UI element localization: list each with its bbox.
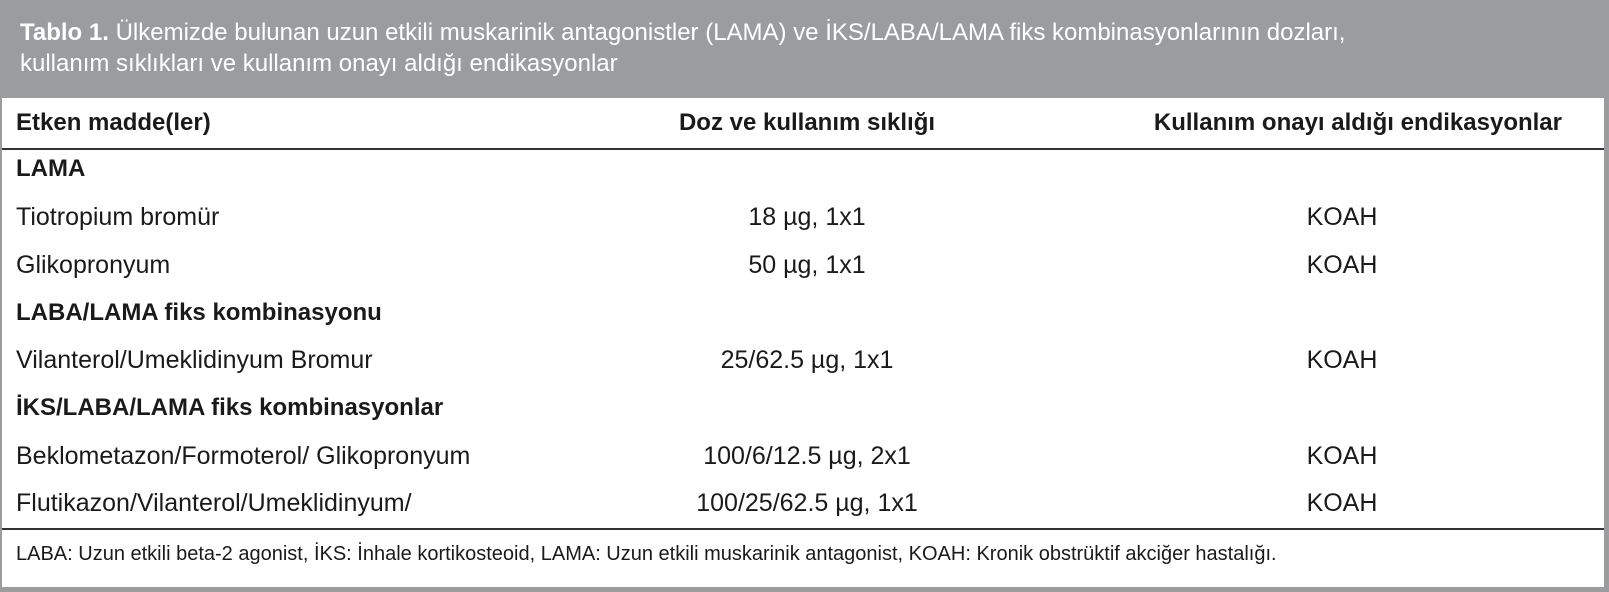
- table-header-row: [2, 98, 1604, 150]
- drug-dose: 18 µg, 1x1: [748, 203, 866, 231]
- drug-dose: 100/6/12.5 µg, 2x1: [703, 442, 911, 470]
- group-label: LABA/LAMA fiks kombinasyonu: [16, 299, 382, 326]
- header-active-ingredients: Etken madde(ler): [16, 109, 211, 136]
- table-row: [2, 432, 1604, 480]
- header-indications: Kullanım onayı aldığı endikasyonlar: [1153, 109, 1562, 136]
- group-row-iks-laba-lama: [2, 384, 1604, 432]
- header-dose-frequency: Doz ve kullanım sıklığı: [678, 109, 936, 136]
- table-row: [2, 193, 1604, 241]
- group-row-lama: [2, 145, 1604, 193]
- caption-text-line2: kullanım sıklıkları ve kullanım onayı aldığı endikasyonlar: [20, 50, 618, 77]
- group-row-laba-lama: [2, 289, 1604, 337]
- table-row: [2, 479, 1604, 527]
- group-label: LAMA: [16, 155, 86, 182]
- drug-name: Tiotropium bromür: [16, 203, 220, 231]
- group-label: İKS/LABA/LAMA fiks kombinasyonlar: [16, 394, 444, 421]
- table-row: [2, 241, 1604, 289]
- drug-indication: KOAH: [1306, 251, 1378, 279]
- table-footnote: LABA: Uzun etkili beta-2 agonist, İKS: İnhale kortikosteoid, LAMA: Uzun etkili muskarinik antagonist, KOAH: Kronik obstrüktif akciğer hastalığı.: [2, 528, 1604, 587]
- drug-name: Glikopronyum: [16, 251, 171, 279]
- drug-dose: 100/25/62.5 µg, 1x1: [696, 489, 918, 517]
- drug-name: Vilanterol/Umeklidinyum Bromur: [16, 346, 373, 374]
- table-row: [2, 336, 1604, 384]
- drug-dose: 25/62.5 µg, 1x1: [720, 346, 894, 374]
- data-table: [2, 98, 1604, 587]
- drug-indication: KOAH: [1306, 442, 1378, 470]
- drug-dose: 50 µg, 1x1: [748, 251, 866, 279]
- drug-indication: KOAH: [1306, 489, 1378, 517]
- drug-name: Beklometazon/Formoterol/ Glikopronyum: [16, 442, 471, 470]
- table-caption: [0, 0, 1609, 98]
- drug-indication: KOAH: [1306, 203, 1378, 231]
- drug-name: Flutikazon/Vilanterol/Umeklidinyum/: [16, 489, 412, 517]
- caption-label: Tablo 1.: [20, 19, 109, 46]
- caption-text-line1: Ülkemizde bulunan uzun etkili muskarinik antagonistler (LAMA) ve İKS/LABA/LAMA fiks kombinasyonlarının dozları,: [108, 19, 1346, 46]
- drug-indication: KOAH: [1306, 346, 1378, 374]
